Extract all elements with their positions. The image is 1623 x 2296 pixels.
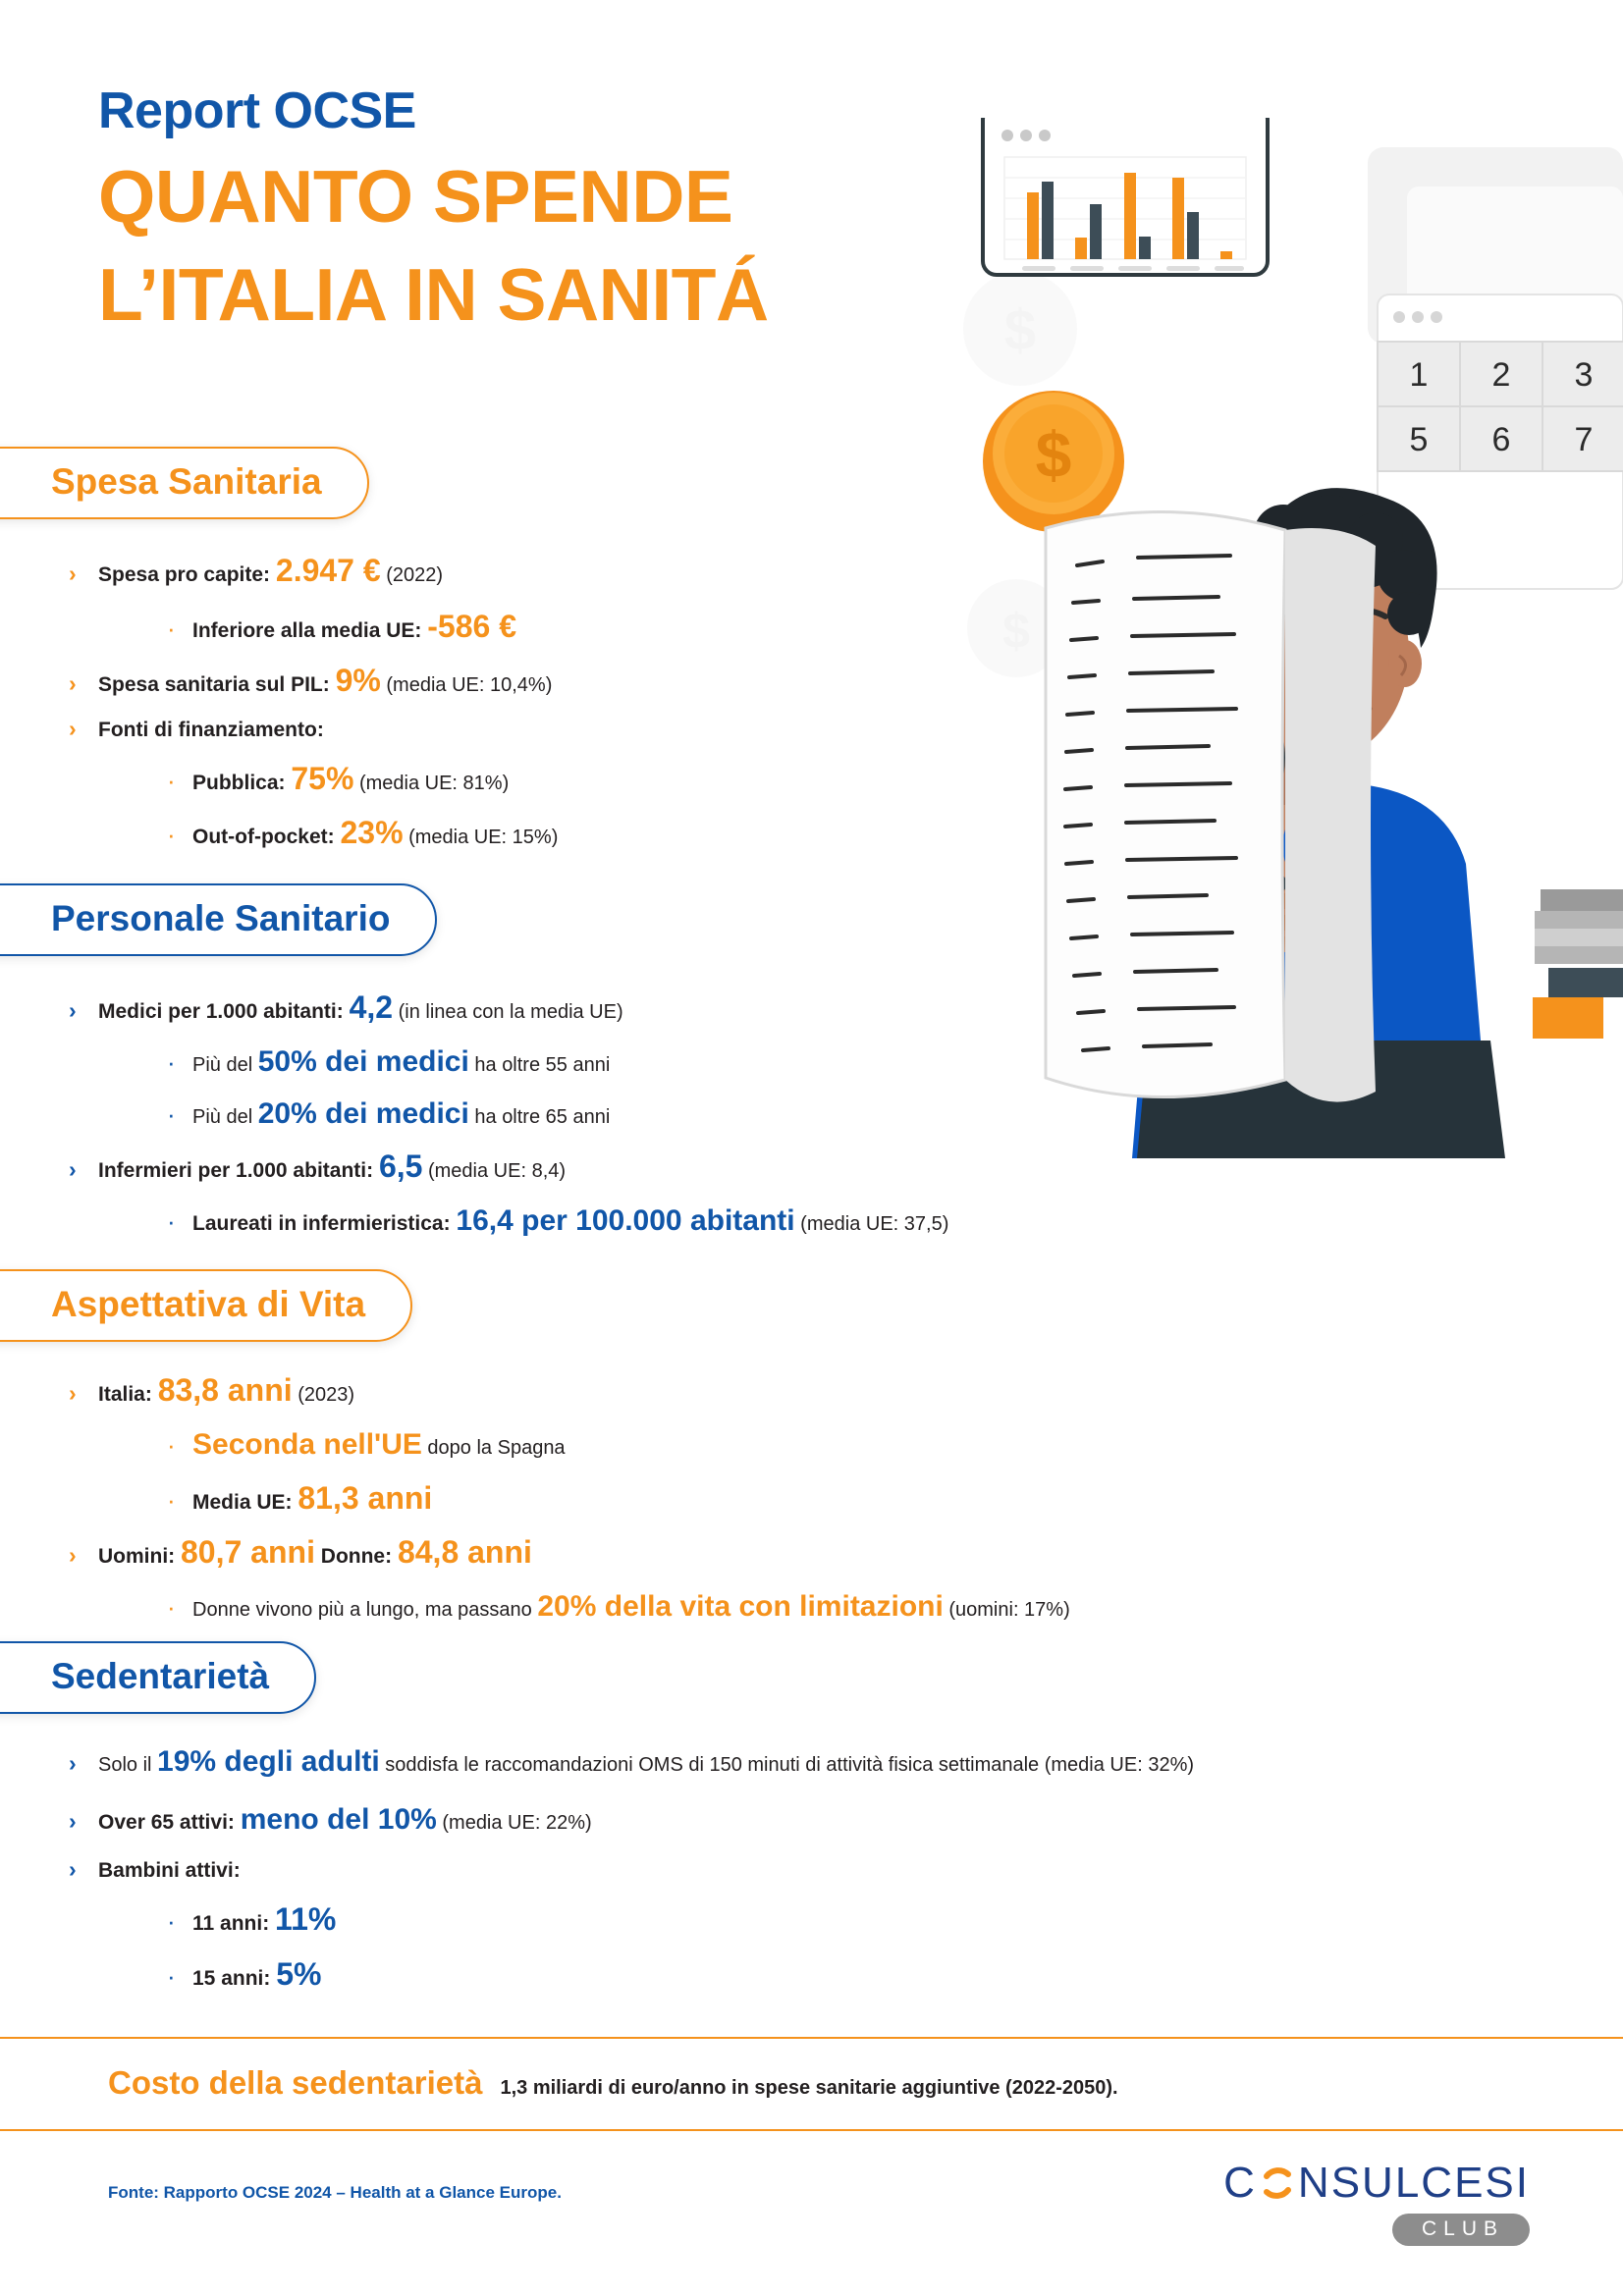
row-value: 2.947 €: [275, 553, 381, 588]
section-body-personale-sanitario: [69, 987, 948, 1254]
chevron-icon: ›: [69, 1156, 77, 1183]
svg-text:6: 6: [1491, 421, 1511, 458]
row-value: -586 €: [427, 609, 516, 645]
row-value: 11%: [275, 1901, 337, 1938]
bullet-icon: ·: [167, 1906, 176, 1937]
row-value: 6,5: [378, 1148, 423, 1185]
row-value: 81,3 anni: [298, 1479, 433, 1516]
row-value: meno del 10%: [240, 1802, 437, 1836]
list-item: [69, 987, 948, 1029]
section-body-spesa-sanitaria: [69, 550, 558, 866]
row-pre: Italia:: [98, 1383, 158, 1406]
row-pre: 15 anni:: [192, 1966, 277, 1990]
row-post: (media UE: 15%): [403, 827, 559, 849]
list-item: [69, 1531, 1070, 1574]
row-value: 16,4 per 100.000 abitanti: [456, 1204, 795, 1238]
row-post: (media UE: 10,4%): [380, 674, 553, 697]
row-value: 23%: [340, 815, 404, 851]
list-item: [69, 1857, 1463, 1885]
svg-text:$: $: [1003, 298, 1037, 362]
svg-text:$: $: [1035, 418, 1072, 491]
row-value: 4,2: [349, 989, 394, 1025]
list-item: [69, 1425, 1070, 1466]
row-post: dopo la Spagna: [421, 1437, 566, 1460]
cost-band-title: Costo della sedentarietà: [108, 2064, 483, 2101]
svg-text:$: $: [1002, 604, 1030, 659]
bullet-icon: ·: [167, 1430, 176, 1461]
row-value: 80,7 anni: [181, 1533, 315, 1570]
list-item: [69, 717, 558, 744]
list-item: [69, 1898, 1463, 1941]
row-value: 5%: [276, 1955, 322, 1992]
bullet-icon: ·: [167, 1960, 176, 1991]
list-item: [69, 606, 558, 648]
row-value: Seconda nell'UE: [192, 1428, 422, 1462]
chevron-icon: ›: [69, 1380, 77, 1406]
list-item: [69, 1742, 1463, 1783]
section-pill-spesa-sanitaria: [0, 447, 369, 519]
list-item: [69, 812, 558, 854]
chevron-icon: ›: [69, 1856, 77, 1882]
section-label: Spesa Sanitaria: [51, 461, 322, 502]
logo-text-part2: NSULCESI: [1297, 2159, 1530, 2207]
device: [1533, 889, 1623, 1039]
chevron-icon: ›: [69, 1807, 77, 1834]
svg-text:2: 2: [1491, 356, 1511, 394]
page-title-line2: L’ITALIA IN SANITÁ: [98, 253, 769, 337]
bullet-icon: ·: [167, 1047, 176, 1078]
bullet-icon: ·: [167, 1206, 176, 1237]
svg-text:1: 1: [1409, 356, 1429, 394]
section-body-aspettativa-di-vita: [69, 1369, 1070, 1639]
bullet-icon: ·: [167, 1098, 176, 1129]
logo-text-part1: C: [1223, 2159, 1257, 2207]
list-item: [69, 1587, 1070, 1628]
row-post: (media UE: 8,4): [422, 1160, 567, 1183]
chevron-icon: ›: [69, 670, 77, 697]
row-value: 9%: [335, 663, 381, 699]
row-value: 20% dei medici: [257, 1096, 469, 1130]
kicker: Report OCSE: [98, 82, 416, 139]
chevron-icon: ›: [69, 997, 77, 1023]
row-pre: Bambini attivi:: [98, 1859, 241, 1882]
logo-club-badge: CLUB: [1392, 2214, 1530, 2246]
cost-band-text: 1,3 miliardi di euro/anno in spese sanitarie aggiuntive (2022-2050).: [500, 2077, 1118, 2099]
row-value: 83,8 anni: [157, 1372, 293, 1408]
row-pre: Infermieri per 1.000 abitanti:: [98, 1159, 379, 1183]
row-value: 19% degli adulti: [157, 1745, 380, 1778]
bullet-icon: ·: [167, 1592, 176, 1623]
row-pre: Più del: [192, 1054, 258, 1077]
list-item: [69, 660, 558, 702]
row-pre: Uomini:: [98, 1544, 181, 1568]
bullet-icon: ·: [167, 820, 176, 850]
list-item: [69, 550, 558, 592]
row-post: (media UE: 81%): [353, 772, 510, 794]
chevron-icon: ›: [69, 1750, 77, 1776]
row-pre: Laureati in infermieristica:: [192, 1212, 457, 1236]
chevron-icon: ›: [69, 715, 77, 741]
row-value: 50% dei medici: [257, 1045, 469, 1079]
section-pill-aspettativa-di-vita: [0, 1269, 412, 1342]
logo-arc-icon: [1258, 2163, 1297, 2203]
list-item: [69, 758, 558, 800]
row-post: (in linea con la media UE): [393, 1001, 623, 1023]
list-item: [69, 1953, 1463, 1996]
row-post: (2023): [292, 1384, 355, 1406]
row-pre: Più del: [192, 1105, 258, 1128]
source-note: Fonte: Rapporto OCSE 2024 – Health at a Glance Europe.: [108, 2183, 562, 2202]
receipt: [1046, 511, 1376, 1101]
row-pre: Donne vivono più a lungo, ma passano: [192, 1599, 538, 1622]
row-value: 75%: [291, 760, 354, 796]
cost-band: [0, 2037, 1623, 2131]
bullet-icon: ·: [167, 614, 176, 644]
list-item: [69, 1800, 1463, 1841]
row-pre: Fonti di finanziamento:: [98, 718, 324, 741]
bullet-icon: ·: [167, 1484, 176, 1515]
section-label: Aspettativa di Vita: [51, 1284, 366, 1324]
row-post: (media UE: 22%): [436, 1811, 592, 1834]
row-pre: Inferiore alla media UE:: [192, 619, 428, 643]
section-body-sedentarieta: [69, 1742, 1463, 2007]
row-post: (2022): [380, 564, 444, 586]
section-pill-sedentarieta: [0, 1641, 316, 1714]
section-label: Personale Sanitario: [51, 898, 391, 938]
list-item: [69, 1369, 1070, 1412]
row-pre: Pubblica:: [192, 771, 292, 794]
consulcesi-logo: [1176, 2159, 1530, 2246]
row-post: soddisfa le raccomandazioni OMS di 150 minuti di attività fisica settimanale (media UE: 32%): [379, 1754, 1195, 1776]
row-value: 20% della vita con limitazioni: [537, 1590, 944, 1624]
section-label: Sedentarietà: [51, 1656, 270, 1696]
row-post: ha oltre 65 anni: [468, 1105, 611, 1128]
section-pill-personale-sanitario: [0, 883, 437, 956]
list-item: [69, 1146, 948, 1188]
page-title-line1: QUANTO SPENDE: [98, 155, 733, 239]
row-pre: Media UE:: [192, 1490, 298, 1514]
page-header: [98, 83, 1080, 336]
list-item: [69, 1095, 948, 1135]
row-value2: 84,8 anni: [397, 1533, 532, 1570]
row-pre: 11 anni:: [192, 1912, 276, 1936]
list-item: [69, 1042, 948, 1083]
row-pre: Out-of-pocket:: [192, 826, 341, 849]
row-mid: Donne:: [314, 1544, 398, 1568]
row-post: ha oltre 55 anni: [468, 1054, 611, 1077]
coin: [983, 391, 1124, 532]
svg-text:7: 7: [1574, 421, 1594, 458]
page-footer: [0, 2149, 1623, 2296]
svg-text:3: 3: [1574, 356, 1594, 394]
row-pre: Spesa sanitaria sul PIL:: [98, 673, 336, 697]
list-item: [69, 1201, 948, 1242]
list-item: [69, 1477, 1070, 1520]
row-pre: Over 65 attivi:: [98, 1810, 241, 1834]
row-pre: Spesa pro capite:: [98, 563, 276, 586]
chevron-icon: ›: [69, 1541, 77, 1568]
svg-text:5: 5: [1409, 421, 1429, 458]
bullet-icon: ·: [167, 765, 176, 795]
row-pre: Medici per 1.000 abitanti:: [98, 1000, 350, 1023]
row-post: (uomini: 17%): [943, 1599, 1070, 1622]
row-post: (media UE: 37,5): [794, 1213, 949, 1236]
row-pre: Solo il: [98, 1754, 158, 1776]
chevron-icon: ›: [69, 561, 77, 586]
